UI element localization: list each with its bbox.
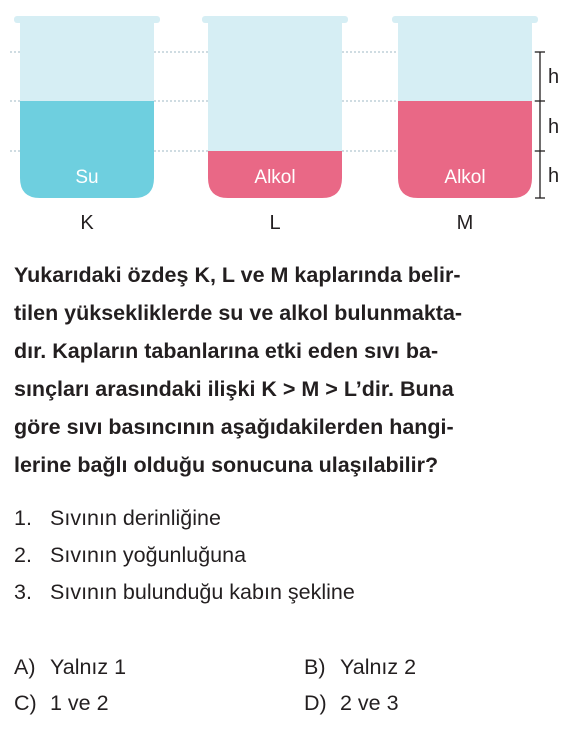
height-scale — [535, 52, 545, 198]
statement-2 — [14, 543, 246, 568]
question-line: lerine bağlı olduğu sonucuna ulaşılabilir? — [14, 453, 439, 477]
answer-text: Yalnız 2 — [340, 655, 417, 679]
answer-d[interactable] — [304, 691, 399, 716]
answer-text: Yalnız 1 — [50, 655, 127, 679]
statement-3 — [14, 580, 355, 605]
height-mark-3: h — [548, 165, 560, 187]
containers-figure — [0, 0, 574, 240]
question-line: göre sıvı basıncının aşağıdakilerden hangi- — [14, 415, 454, 439]
height-mark-1: h — [548, 66, 560, 88]
answer-a[interactable] — [14, 655, 126, 680]
question-line: tilen yüksekliklerde su ve alkol bulunmakta- — [14, 301, 463, 325]
answer-letter: B) — [304, 655, 326, 679]
statement-number: 2. — [14, 543, 32, 567]
container-label-l: L — [269, 212, 281, 234]
answer-letter: D) — [304, 691, 327, 715]
statement-number: 1. — [14, 506, 32, 530]
question-line: Yukarıdaki özdeş K, L ve M kaplarında belir- — [14, 263, 461, 287]
answer-c[interactable] — [14, 691, 109, 716]
statement-text: Sıvının derinliğine — [50, 506, 221, 530]
container-l — [202, 16, 348, 234]
statement-text: Sıvının yoğunluğuna — [50, 543, 247, 567]
container-label-m: M — [456, 212, 474, 234]
answer-text: 2 ve 3 — [340, 691, 399, 715]
answer-b[interactable] — [304, 655, 416, 680]
container-label-k: K — [80, 212, 94, 234]
question-text — [14, 256, 560, 484]
question-line: sınçları arasındaki ilişki K > M > L’dir. Buna — [14, 377, 454, 401]
answer-letter: C) — [14, 691, 37, 715]
answer-text: 1 ve 2 — [50, 691, 109, 715]
height-mark-2: h — [548, 116, 560, 138]
container-k — [14, 16, 160, 234]
statement-text: Sıvının bulunduğu kabın şekline — [50, 580, 355, 604]
statement-number: 3. — [14, 580, 32, 604]
question-line: dır. Kapların tabanlarına etki eden sıvı ba- — [14, 339, 439, 363]
liquid-label-m: Alkol — [444, 167, 486, 188]
container-m — [392, 16, 538, 234]
liquid-label-k: Su — [75, 167, 99, 188]
statement-1 — [14, 506, 221, 531]
liquid-label-l: Alkol — [254, 167, 296, 188]
answer-letter: A) — [14, 655, 36, 679]
